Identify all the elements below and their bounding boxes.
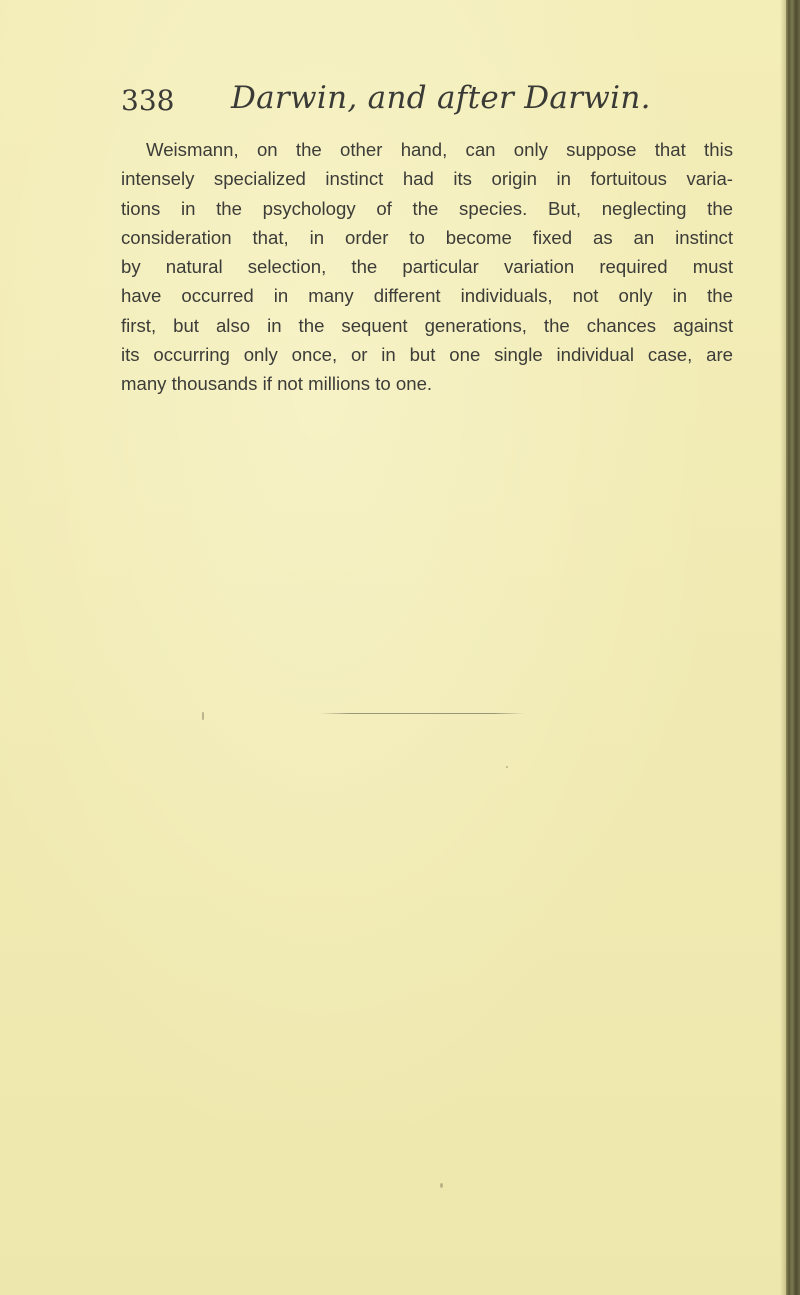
- paper-speck: [440, 1183, 443, 1188]
- paragraph-line: Weismann, on the other hand, can only suppose that this: [146, 139, 733, 160]
- running-title: Darwin, and after Darwin.: [231, 80, 651, 116]
- paragraph-line: its occurring only once, or in but one single individual case, are: [121, 344, 733, 366]
- page-header: [121, 78, 741, 122]
- paragraph-line: consideration that, in order to become fixed as an instinct: [121, 226, 733, 248]
- body-paragraph: [121, 135, 733, 399]
- paper-speck: [202, 712, 204, 720]
- paragraph-line: many thousands if not millions to one.: [121, 373, 433, 395]
- section-end-rule: [319, 713, 525, 714]
- paragraph-line: tions in the psychology of the species. But, neglecting the: [121, 197, 733, 219]
- paragraph-line: by natural selection, the particular variation required must: [121, 256, 733, 278]
- paragraph-line: have occurred in many different individuals, not only in the: [121, 285, 733, 307]
- paragraph-line: intensely specialized instinct had its origin in fortuitous varia-: [121, 168, 733, 190]
- page-number: 338: [121, 84, 175, 117]
- paper-speck: [506, 766, 508, 768]
- paragraph-line: first, but also in the sequent generations, the chances against: [121, 314, 733, 336]
- book-binding-edge: [786, 0, 800, 1295]
